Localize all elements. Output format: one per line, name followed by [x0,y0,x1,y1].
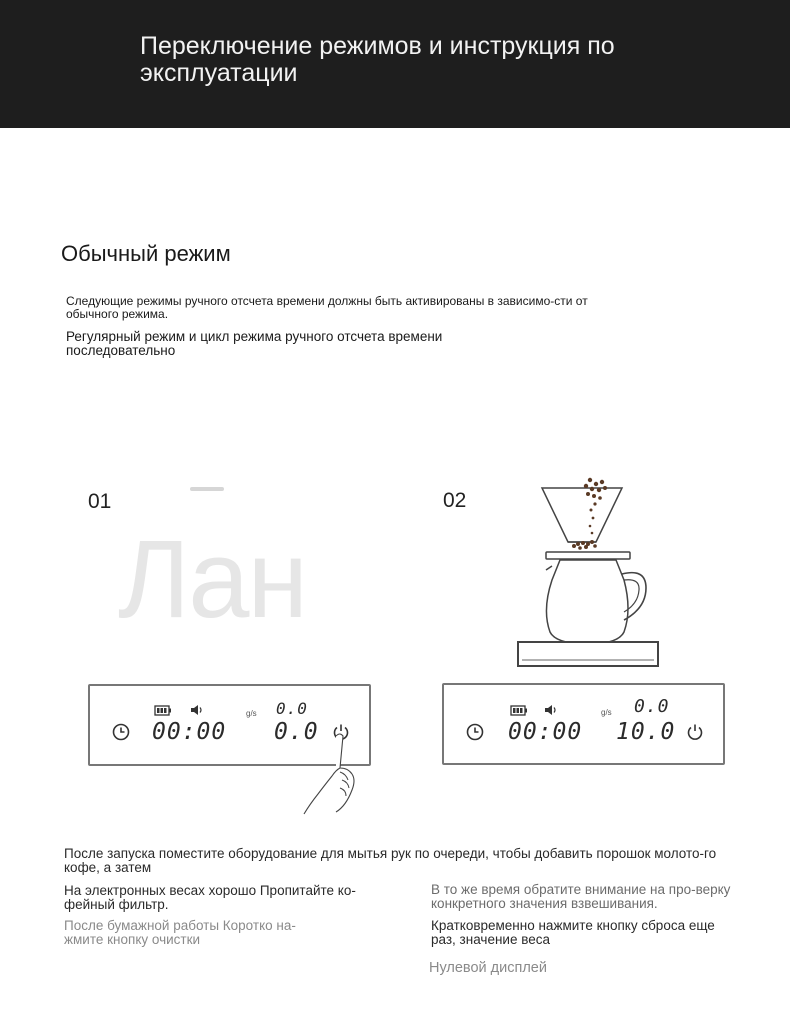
instruction-right-1: В то же время обратите внимание на про-верку конкретного значения взвешивания. [431,882,731,911]
unit-label-2: g/s [601,708,612,717]
timer-display-2: 00:00 [508,719,583,745]
sound-icon [543,703,559,717]
step-number-2: 02 [443,489,467,512]
timer-display-1: 00:00 [152,719,227,745]
unit-label-1: g/s [246,709,257,718]
page-title: Переключение режимов и инструкция по эксплуатации [140,32,615,87]
instruction-right-2: Кратковременно нажмите кнопку сброса еще раз, значение веса [431,918,715,947]
timer-button-icon[interactable] [112,723,130,741]
weight-display-2: 10.0 [616,719,676,745]
instruction-left-1: На электронных весах хорошо Пропитайте ко-фейный фильтр. [64,883,356,912]
pressing-hand-icon [296,728,360,818]
watermark: Лан [118,518,307,641]
step-number-1: 01 [88,490,112,513]
rate-display-2: 0.0 [634,696,670,717]
battery-icon [154,704,172,716]
scale-panel-2 [442,683,725,765]
sound-icon [189,703,205,717]
instruction-right-3: Нулевой дисплей [429,960,547,976]
timer-button-icon[interactable] [466,723,484,741]
power-button-icon[interactable] [686,723,704,741]
mode-sequence-text: Регулярный режим и цикл режима ручного отсчета времени последовательно [66,329,443,358]
rate-display-1: 0.0 [276,699,308,718]
smudge-mark [190,487,224,491]
section-title: Обычный режим [61,241,231,266]
instruction-left-2: После бумажной работы Коротко на-жмите кнопку очистки [64,918,296,947]
battery-icon [510,704,528,716]
mode-note-text: Следующие режимы ручного отсчета времени должны быть активированы в зависимо-сти от обычного режима. [66,294,588,321]
instruction-intro: После запуска поместите оборудование для мытья рук по очереди, чтобы добавить порошок молото-го кофе, а затем [64,846,717,875]
header-banner [0,0,790,128]
weight-display-1: 0.0 [274,719,319,745]
pour-over-illustration [500,470,680,675]
